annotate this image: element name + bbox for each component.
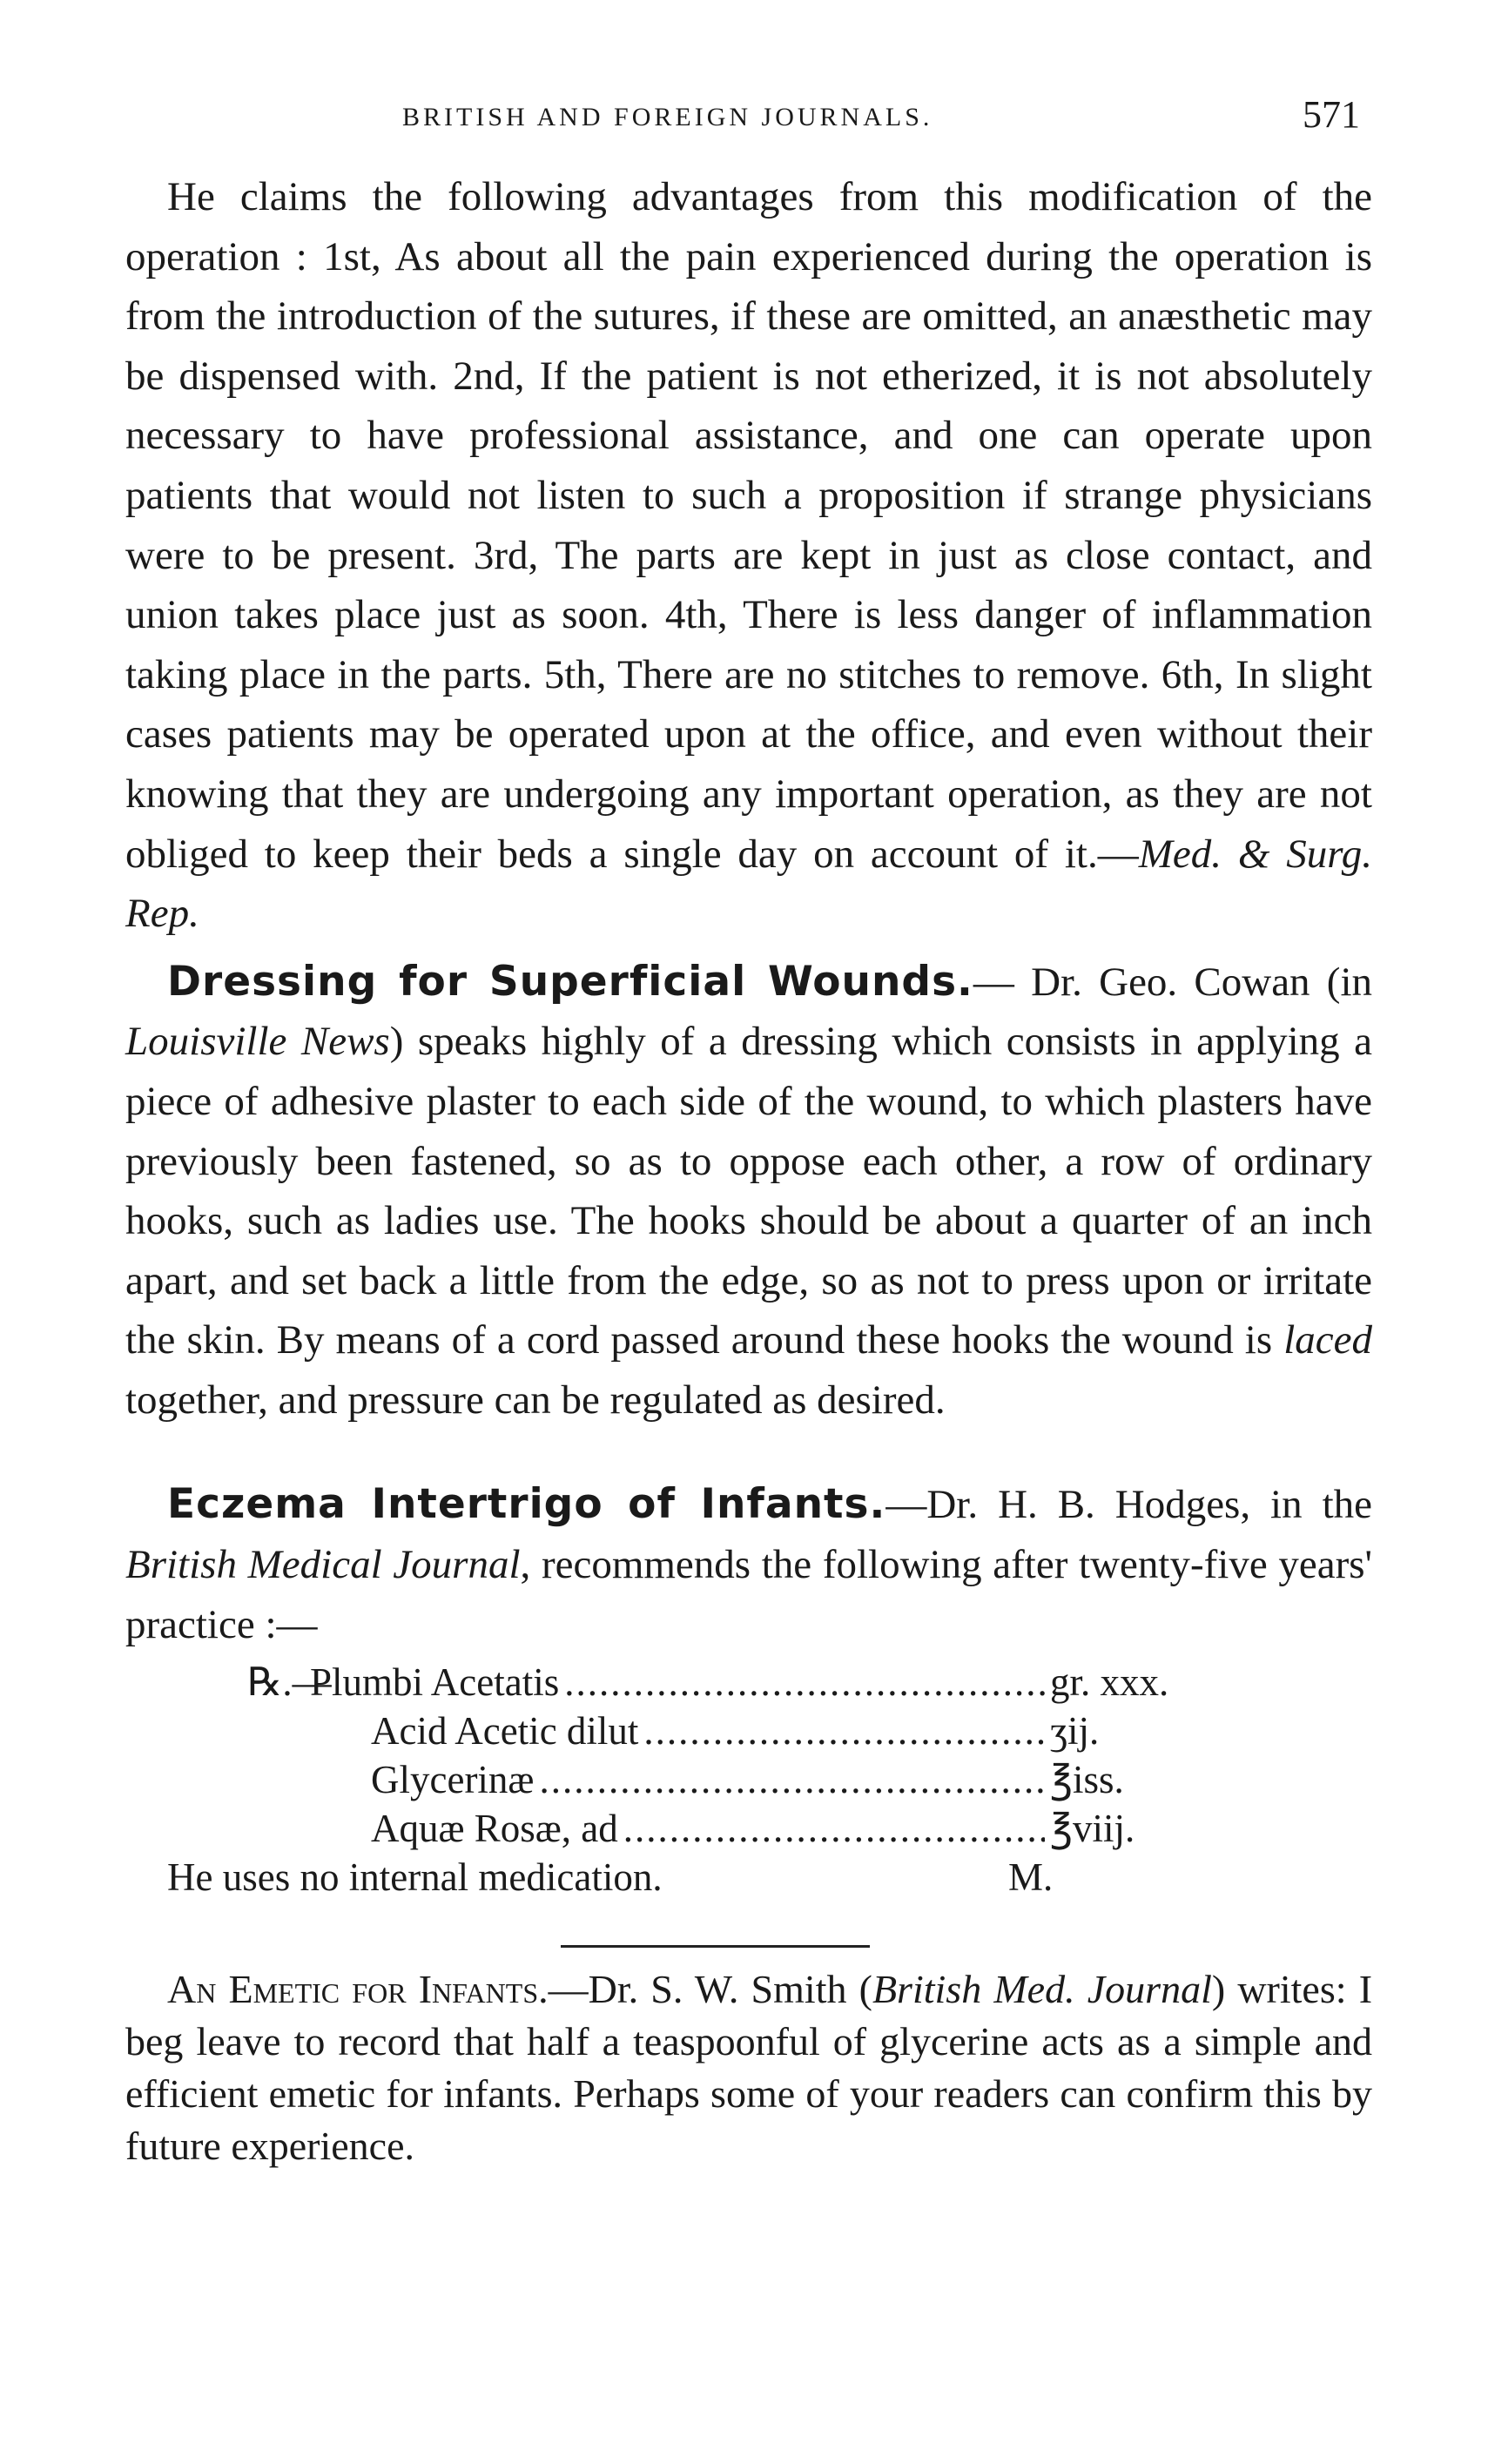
- dressing-dash: —: [973, 959, 1014, 1005]
- prescription-ingredient: Plumbi Acetatis: [310, 1660, 560, 1705]
- dot-leader: [539, 1755, 1045, 1804]
- prescription-quantity: gr. xxx.: [1050, 1660, 1169, 1705]
- section-divider: [561, 1945, 870, 1948]
- prescription-quantity: ℥iss.: [1050, 1758, 1124, 1802]
- dressing-text-3: together, and pressure can be regulated as desired.: [125, 1377, 946, 1423]
- eczema-heading: Eczema Intertrigo of Infants.: [167, 1480, 886, 1529]
- running-head: [125, 87, 1372, 148]
- journal-page: [125, 87, 1372, 2172]
- prescription: [247, 1658, 1181, 1853]
- emetic-paragraph: [125, 1963, 1372, 2172]
- prescription-ingredient: Acid Acetic dilut: [371, 1709, 639, 1754]
- emetic-source: British Med. Journal: [872, 1967, 1212, 2012]
- eczema-closing: [167, 1853, 1372, 1905]
- dot-leader: [623, 1804, 1045, 1853]
- eczema-paragraph: [125, 1475, 1372, 1654]
- prescription-quantity: ʒij.: [1050, 1709, 1100, 1754]
- advantages-citation: Med. & Surg. Rep.: [125, 831, 1372, 937]
- dressing-paragraph: [125, 953, 1372, 1431]
- prescription-line: [258, 1755, 1181, 1804]
- dressing-source: Louisville News: [125, 1019, 390, 1065]
- page-number: 571: [1303, 93, 1360, 136]
- emetic-text-2: ) writes: I beg leave to record that half a teaspoonful of glycerine acts as a simple and efficient emetic for infants. Perhaps some of your readers can confirm this by future experience.: [125, 1967, 1373, 2169]
- closing-text: He uses no internal medication.: [167, 1855, 663, 1900]
- dressing-emphasis: laced: [1283, 1317, 1372, 1363]
- prescription-ingredient: Aquæ Rosæ, ad: [371, 1807, 618, 1851]
- dot-leader: [564, 1658, 1045, 1707]
- eczema-source: British Medical Journal: [125, 1542, 521, 1588]
- misce-sign: M.: [1008, 1855, 1054, 1900]
- recipe-symbol: ℞.—: [247, 1660, 332, 1705]
- emetic-text-1: —Dr. S. W. Smith (: [548, 1967, 872, 2012]
- eczema-text-1: —Dr. H. B. Hodges, in the: [885, 1482, 1372, 1528]
- dot-leader: [643, 1707, 1045, 1755]
- dressing-heading: Dressing for Superficial Wounds.: [167, 957, 973, 1006]
- prescription-line: [247, 1658, 1181, 1707]
- advantages-text: He claims the following advantages from this modification of the operation : 1st, As about all the pain experienced during the operation is from the introduction of the sutures, if these are omitted, an anæsthetic may be dispensed with. 2nd, If the patient is not etherized, it is not absolutely necessary to have professional assistance, and one can operate upon patients that would not listen to such a proposition if strange physicians were to be present. 3rd, The parts are kept in just as close contact, and union takes place just as soon. 4th, There is less danger of inflammation taking place in the parts. 5th, There are no stitches to remove. 6th, In slight cases patients may be operated upon at the office, and even without their knowing that they are undergoing any important operation, as they are not obliged to keep their beds a single day on account of it.—: [125, 174, 1372, 877]
- dressing-text-1: Dr. Geo. Cowan (in: [1031, 959, 1373, 1005]
- emetic-heading: An Emetic for Infants.: [167, 1967, 549, 2012]
- eczema-text-2: , recommends the following after twenty-five years' practice :—: [125, 1542, 1372, 1647]
- prescription-ingredient: Glycerinæ: [371, 1758, 535, 1802]
- prescription-quantity: ℥viij.: [1050, 1807, 1135, 1851]
- advantages-paragraph: [125, 167, 1372, 944]
- prescription-line: [258, 1804, 1181, 1853]
- prescription-line: [258, 1707, 1181, 1755]
- running-title: BRITISH AND FOREIGN JOURNALS.: [402, 103, 933, 131]
- dressing-text-2: ) speaks highly of a dressing which consists in applying a piece of adhesive plaster to each side of the wound, to which plasters have previously been fastened, so as to oppose each other, a row of ordinary hooks, such as ladies use. The hooks should be about a quarter of an inch apart, and set back a little from the edge, so as not to press upon or irritate the skin. By means of a cord passed around these hooks the wound is: [125, 1019, 1373, 1363]
